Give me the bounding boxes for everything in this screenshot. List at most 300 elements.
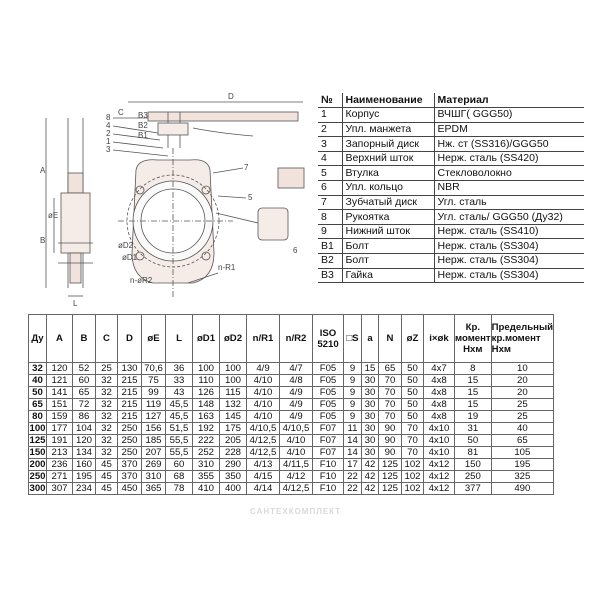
dims-cell: 355 [193, 471, 220, 483]
dims-row [29, 447, 554, 459]
dims-cell: 310 [142, 471, 166, 483]
dims-dn-cell: 300 [29, 483, 46, 494]
dims-cell: 4/9 [247, 363, 280, 375]
dims-col-header: A [47, 315, 73, 363]
dims-cell: 78 [166, 483, 193, 495]
dims-cell: 325 [491, 471, 553, 483]
part-name: Болт [342, 254, 434, 269]
dims-cell: F05 [313, 411, 344, 423]
dims-cell: 4/9 [280, 387, 313, 399]
dims-col-header: øD1 [193, 315, 220, 363]
part-material: Нерж. сталь (SS304) [434, 239, 584, 254]
dims-cell: 45 [96, 483, 118, 495]
dims-cell: 119 [142, 399, 166, 411]
dims-row [29, 471, 554, 483]
parts-row [318, 122, 584, 137]
dims-cell: 185 [142, 435, 166, 447]
dims-cell: 160 [73, 459, 96, 471]
dims-cell: 377 [455, 483, 492, 495]
dims-col-header: Кр. момент Нхм [455, 315, 492, 363]
dims-cell: 50 [402, 411, 424, 423]
dims-cell: 30 [362, 387, 379, 399]
dims-cell: F05 [313, 375, 344, 387]
valve-drawing [18, 78, 318, 308]
parts-row [318, 137, 584, 152]
dims-cell: 15 [362, 363, 379, 375]
dims-cell: 450 [118, 483, 142, 495]
dims-cell: 148 [193, 399, 220, 411]
dims-cell: F10 [313, 483, 344, 495]
dims-cell: 60 [166, 459, 193, 471]
dims-cell: 132 [220, 399, 247, 411]
part-name: Гайка [342, 268, 434, 283]
dims-cell: 104 [73, 423, 96, 435]
dims-row [29, 375, 554, 387]
dims-col-header: øE [142, 315, 166, 363]
parts-row [318, 224, 584, 239]
dims-cell: 11 [344, 423, 362, 435]
dims-cell: 10 [491, 363, 553, 375]
callout: 3 [106, 145, 111, 154]
part-name: Зубчатый диск [342, 195, 434, 210]
dims-cell: 250 [455, 471, 492, 483]
dims-col-header: D [118, 315, 142, 363]
dims-cell: 32 [96, 399, 118, 411]
dims-cell: 195 [73, 471, 96, 483]
dims-cell: 20 [491, 375, 553, 387]
dims-cell: 55,5 [166, 447, 193, 459]
dims-cell: 159 [47, 411, 73, 423]
part-number: 4 [318, 151, 342, 166]
dims-header-row [29, 315, 554, 363]
part-name: Рукоятка [342, 210, 434, 225]
dims-cell: 4/10 [247, 387, 280, 399]
dims-cell: 32 [96, 435, 118, 447]
dim-label: L [73, 299, 78, 308]
dims-cell: F07 [313, 435, 344, 447]
dims-cell: 8 [455, 363, 492, 375]
dims-cell: 4/7 [280, 363, 313, 375]
dims-col-header: C [96, 315, 118, 363]
dims-cell: 4/10 [247, 375, 280, 387]
dims-cell: 40 [491, 423, 553, 435]
part-number: В3 [318, 268, 342, 283]
dims-cell: 45 [96, 471, 118, 483]
dims-cell: 163 [193, 411, 220, 423]
dims-cell: 250 [118, 423, 142, 435]
dims-cell: 134 [73, 447, 96, 459]
dims-dn-cell: 80 [29, 411, 47, 423]
callout: 7 [244, 163, 249, 172]
part-name: Запорный диск [342, 137, 434, 152]
dims-cell: 110 [193, 375, 220, 387]
parts-header-row [318, 93, 584, 108]
dims-cell: 410 [193, 483, 220, 495]
dims-dn-cell: 40 [29, 375, 47, 387]
dims-cell: 19 [455, 411, 492, 423]
dims-col-header: i×øk [424, 315, 455, 363]
dims-cell: 350 [220, 471, 247, 483]
dims-dn-cell: 32 [29, 363, 47, 375]
col-name: Наименование [342, 93, 434, 108]
dims-cell: 50 [402, 387, 424, 399]
part-material: Угл. сталь/ GGG50 (Ду32) [434, 210, 584, 225]
dims-cell: 50 [402, 375, 424, 387]
dims-col-header: n/R1 [247, 315, 280, 363]
dims-cell: 195 [491, 459, 553, 471]
dims-cell: 120 [73, 435, 96, 447]
dims-cell: 70 [402, 447, 424, 459]
dims-cell: 4/12 [280, 471, 313, 483]
dims-cell: 102 [402, 459, 424, 471]
col-number: № [318, 93, 342, 108]
dims-cell: 75 [142, 375, 166, 387]
dims-col-header: n/R2 [280, 315, 313, 363]
dims-row [29, 423, 554, 435]
dims-cell: 4/8 [280, 375, 313, 387]
dims-cell: 4x8 [424, 399, 455, 411]
dim-label: A [40, 166, 46, 175]
dims-col-header: øZ [402, 315, 424, 363]
dims-cell: 125 [379, 471, 402, 483]
dims-cell: 228 [220, 447, 247, 459]
callout: В3 [138, 111, 148, 120]
parts-row [318, 210, 584, 225]
dims-cell: 9 [344, 375, 362, 387]
dims-cell: 90 [379, 447, 402, 459]
part-number: 6 [318, 181, 342, 196]
callout: 8 [106, 113, 111, 122]
dims-cell: 215 [118, 375, 142, 387]
part-material: Нерж. сталь (SS420) [434, 151, 584, 166]
dims-row [29, 363, 554, 375]
dims-cell: 30 [362, 399, 379, 411]
dims-cell: 156 [142, 423, 166, 435]
callout: В1 [138, 131, 148, 140]
dimensions-table [28, 314, 554, 495]
dims-cell: 4x10 [424, 447, 455, 459]
dims-cell: 222 [193, 435, 220, 447]
part-number: 8 [318, 210, 342, 225]
dims-cell: 42 [362, 483, 379, 495]
dims-row [29, 459, 554, 471]
dim-label: D [228, 92, 234, 101]
dims-cell: 4x8 [424, 411, 455, 423]
dims-cell: 125 [379, 459, 402, 471]
dims-row [29, 411, 554, 423]
dims-cell: 70 [379, 387, 402, 399]
dims-cell: 4/10,5 [280, 423, 313, 435]
dims-cell: 14 [344, 435, 362, 447]
dims-cell: 4x10 [424, 423, 455, 435]
dims-cell: 15 [455, 399, 492, 411]
dims-cell: 4/12,5 [247, 435, 280, 447]
dims-cell: 45,5 [166, 411, 193, 423]
part-material: ВЧШГ( GGG50) [434, 108, 584, 123]
callout: 5 [248, 193, 253, 202]
dims-cell: 100 [220, 375, 247, 387]
col-material: Материал [434, 93, 584, 108]
dims-cell: 4/10 [280, 435, 313, 447]
dims-cell: 32 [96, 375, 118, 387]
dims-cell: 32 [96, 447, 118, 459]
dims-cell: 250 [118, 435, 142, 447]
dims-cell: 45 [96, 459, 118, 471]
dims-cell: 50 [402, 363, 424, 375]
dims-cell: 9 [344, 399, 362, 411]
part-name: Нижний шток [342, 224, 434, 239]
part-name: Верхний шток [342, 151, 434, 166]
dims-cell: 9 [344, 411, 362, 423]
dims-cell: F10 [313, 471, 344, 483]
dims-cell: 370 [118, 471, 142, 483]
parts-row [318, 181, 584, 196]
dims-cell: 250 [118, 447, 142, 459]
dims-dn-cell: 200 [29, 459, 46, 470]
dims-cell: 25 [96, 363, 118, 375]
dims-cell: 252 [193, 447, 220, 459]
dims-col-header: B [73, 315, 96, 363]
dims-col-header: a [362, 315, 379, 363]
dims-cell: 99 [142, 387, 166, 399]
dims-cell: F07 [313, 423, 344, 435]
dims-cell: 65 [379, 363, 402, 375]
dims-cell: 105 [491, 447, 553, 459]
callout: 2 [106, 129, 111, 138]
dims-cell: 70 [402, 435, 424, 447]
dims-cell: 45,5 [166, 399, 193, 411]
dims-cell: 36 [166, 363, 193, 375]
dims-cell: 4x12 [424, 459, 455, 471]
dims-cell: 290 [220, 459, 247, 471]
dims-cell: 271 [47, 471, 73, 483]
part-number: В2 [318, 254, 342, 269]
dims-cell: 70 [379, 375, 402, 387]
parts-table [318, 93, 584, 283]
part-number: 1 [318, 108, 342, 123]
dims-cell: 145 [220, 411, 247, 423]
dims-cell: 30 [362, 447, 379, 459]
dims-dn-cell: 65 [29, 399, 47, 411]
dims-row [29, 399, 554, 411]
part-material: Угл. сталь [434, 195, 584, 210]
dims-cell: 50 [402, 399, 424, 411]
dims-cell: 4x10 [424, 435, 455, 447]
dims-cell: 42 [362, 471, 379, 483]
dims-cell: 32 [96, 411, 118, 423]
dims-cell: 130 [118, 363, 142, 375]
dims-cell: 60 [73, 375, 96, 387]
dims-cell: 81 [455, 447, 492, 459]
part-name: Упл. кольцо [342, 181, 434, 196]
parts-row [318, 151, 584, 166]
dim-label: B [40, 236, 46, 245]
dims-cell: F07 [313, 447, 344, 459]
dim-label: øD1 [122, 253, 138, 262]
dims-cell: F10 [313, 459, 344, 471]
dims-cell: 65 [491, 435, 553, 447]
dims-cell: 30 [362, 375, 379, 387]
dims-cell: 4/10,5 [247, 423, 280, 435]
dims-cell: 365 [142, 483, 166, 495]
dims-cell: 4/10 [280, 447, 313, 459]
dims-cell: 30 [362, 435, 379, 447]
dims-cell: 55,5 [166, 435, 193, 447]
dims-cell: 215 [118, 399, 142, 411]
dims-cell: 4/10 [247, 411, 280, 423]
dim-label: C [118, 108, 124, 117]
dims-cell: 100 [193, 363, 220, 375]
dims-col-header: N [379, 315, 402, 363]
parts-row [318, 239, 584, 254]
part-number: 3 [318, 137, 342, 152]
dims-dn-cell: 150 [29, 447, 46, 458]
dims-cell: 15 [455, 375, 492, 387]
dims-cell: 33 [166, 375, 193, 387]
dims-col-header: ISO 5210 [313, 315, 344, 363]
dims-cell: F05 [313, 363, 344, 375]
dims-cell: 30 [362, 411, 379, 423]
dims-cell: 141 [47, 387, 73, 399]
dims-cell: 234 [73, 483, 96, 495]
dims-cell: 4x12 [424, 471, 455, 483]
dims-cell: 236 [47, 459, 73, 471]
dims-cell: 4/11,5 [280, 459, 313, 471]
dims-cell: 4/15 [247, 471, 280, 483]
dims-cell: 32 [96, 387, 118, 399]
part-material: Стекловолокно [434, 166, 584, 181]
dims-cell: 100 [220, 363, 247, 375]
dims-cell: 90 [379, 435, 402, 447]
dims-dn-cell: 250 [29, 471, 46, 482]
part-name: Упл. манжета [342, 122, 434, 137]
dims-cell: 490 [491, 483, 553, 495]
dims-cell: 43 [166, 387, 193, 399]
dims-dn-cell: 100 [29, 423, 46, 434]
dims-cell: 151 [47, 399, 73, 411]
dims-cell: 4/9 [280, 411, 313, 423]
watermark: САНТЕХКОМПЛЕКТ [250, 507, 342, 516]
callout: В2 [138, 121, 148, 130]
dims-cell: 400 [220, 483, 247, 495]
part-name: Втулка [342, 166, 434, 181]
dims-cell: 70 [379, 399, 402, 411]
parts-row [318, 166, 584, 181]
dims-cell: 90 [379, 423, 402, 435]
dims-col-header: L [166, 315, 193, 363]
part-material: EPDM [434, 122, 584, 137]
dims-cell: 215 [118, 411, 142, 423]
dims-cell: 50 [455, 435, 492, 447]
dims-cell: 4/10 [247, 399, 280, 411]
dims-row [29, 387, 554, 399]
dims-cell: 4x7 [424, 363, 455, 375]
callout: 1 [106, 137, 111, 146]
dims-col-header: Предельный кр.момент Нхм [491, 315, 553, 363]
dims-row [29, 483, 554, 495]
part-number: 9 [318, 224, 342, 239]
dims-cell: 70 [379, 411, 402, 423]
dims-cell: 4/14 [247, 483, 280, 495]
dims-cell: 102 [402, 483, 424, 495]
dims-cell: 25 [491, 411, 553, 423]
dims-cell: 68 [166, 471, 193, 483]
dims-cell: 22 [344, 483, 362, 495]
dims-cell: 17 [344, 459, 362, 471]
dims-cell: 4x8 [424, 375, 455, 387]
dims-cell: 30 [362, 423, 379, 435]
dims-cell: 127 [142, 411, 166, 423]
dims-cell: 126 [193, 387, 220, 399]
dim-label: n-øR2 [130, 276, 153, 285]
dims-cell: 192 [193, 423, 220, 435]
dims-cell: 25 [491, 399, 553, 411]
dims-dn-cell: 125 [29, 435, 46, 446]
parts-row [318, 108, 584, 123]
dims-cell: 207 [142, 447, 166, 459]
dims-cell: 86 [73, 411, 96, 423]
part-number: В1 [318, 239, 342, 254]
dims-cell: 4x12 [424, 483, 455, 495]
dims-col-header: øD2 [220, 315, 247, 363]
dims-cell: 4/13 [247, 459, 280, 471]
dims-cell: 370 [118, 459, 142, 471]
dims-cell: 9 [344, 363, 362, 375]
parts-row [318, 268, 584, 283]
dims-cell: 42 [362, 459, 379, 471]
dims-cell: 310 [193, 459, 220, 471]
part-material: Нж. ст (SS316)/GGG50 [434, 137, 584, 152]
dims-cell: 215 [118, 387, 142, 399]
dims-cell: 102 [402, 471, 424, 483]
dims-cell: 52 [73, 363, 96, 375]
dims-cell: 31 [455, 423, 492, 435]
dims-cell: 213 [47, 447, 73, 459]
part-number: 2 [318, 122, 342, 137]
dims-cell: 115 [220, 387, 247, 399]
part-material: Нерж. сталь (SS304) [434, 254, 584, 269]
part-material: NBR [434, 181, 584, 196]
dims-cell: 65 [73, 387, 96, 399]
dims-cell: 4/9 [280, 399, 313, 411]
dims-col-header: Ду [29, 315, 47, 363]
dims-cell: 70 [402, 423, 424, 435]
parts-row [318, 254, 584, 269]
dims-col-header: □S [344, 315, 362, 363]
dims-cell: 4/12,5 [280, 483, 313, 495]
part-number: 7 [318, 195, 342, 210]
dims-cell: F05 [313, 387, 344, 399]
dim-label: n-R1 [218, 263, 236, 272]
dims-cell: 14 [344, 447, 362, 459]
dims-cell: 177 [47, 423, 73, 435]
dims-cell: 15 [455, 387, 492, 399]
dims-cell: 22 [344, 471, 362, 483]
part-name: Корпус [342, 108, 434, 123]
part-material: Нерж. сталь (SS410) [434, 224, 584, 239]
dim-label: øD2 [118, 241, 134, 250]
dims-cell: 191 [47, 435, 73, 447]
dims-cell: 121 [47, 375, 73, 387]
dims-cell: 70,6 [142, 363, 166, 375]
dims-cell: 72 [73, 399, 96, 411]
dims-cell: 269 [142, 459, 166, 471]
dims-cell: 32 [96, 423, 118, 435]
dims-cell: 125 [379, 483, 402, 495]
dims-cell: 20 [491, 387, 553, 399]
part-material: Нерж. сталь (SS304) [434, 268, 584, 283]
dims-cell: 175 [220, 423, 247, 435]
